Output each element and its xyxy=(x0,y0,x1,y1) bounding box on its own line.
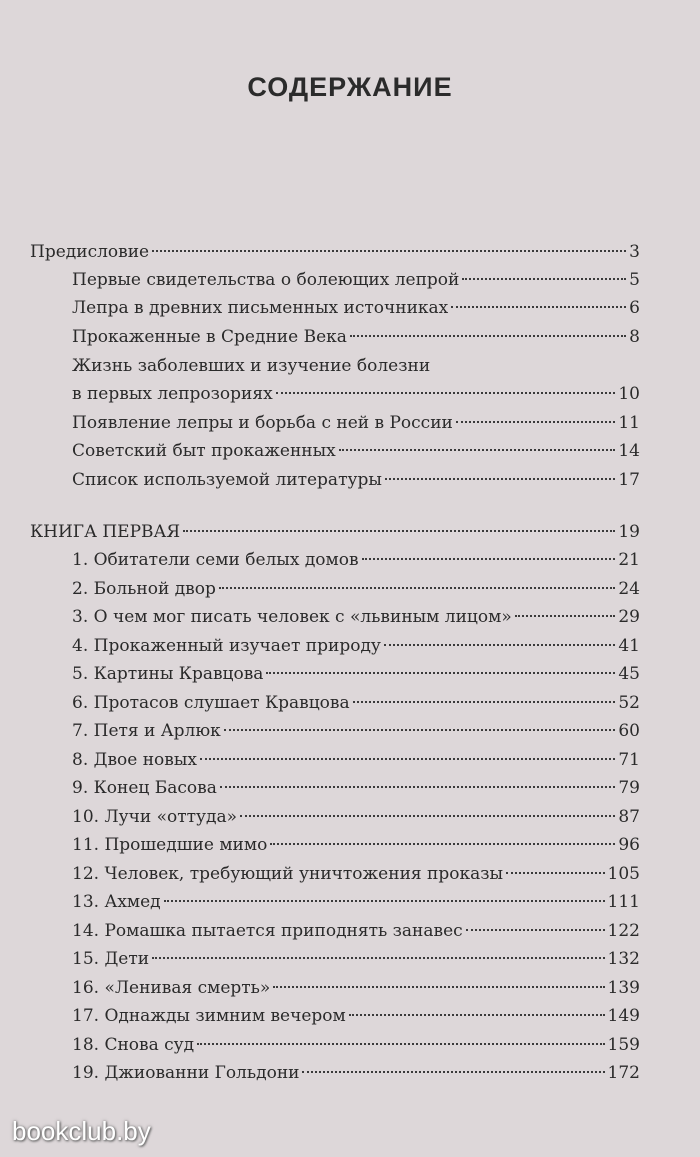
toc-entry xyxy=(30,1059,640,1087)
toc-entry xyxy=(30,945,640,973)
toc-entry xyxy=(30,888,640,916)
toc-entry xyxy=(30,803,640,831)
dot-leader xyxy=(200,758,615,760)
toc-entry-title: 1. Обитатели семи белых домов xyxy=(72,550,359,570)
toc-entry-title: Первые свидетельства о болеющих лепрой xyxy=(72,270,460,290)
toc-entry-title: 14. Ромашка пытается приподнять занавес xyxy=(72,921,463,941)
toc-page-number: 71 xyxy=(618,750,640,770)
toc-entry xyxy=(30,575,640,603)
toc-entry-title: в первых лепрозориях xyxy=(72,384,273,404)
toc-entry-title: Жизнь заболевших и изучение болезни xyxy=(72,356,431,376)
toc-entry-title: Прокаженные в Средние Века xyxy=(72,327,347,347)
toc-page-number: 172 xyxy=(607,1063,640,1083)
toc-entry-title: 9. Конец Басова xyxy=(72,778,217,798)
toc-entry xyxy=(30,437,640,465)
toc-entry-title: 13. Ахмед xyxy=(72,892,161,912)
toc-page-number: 132 xyxy=(607,949,640,969)
toc-entry xyxy=(30,689,640,717)
toc-entry-title: Предисловие xyxy=(30,242,150,262)
toc-entry xyxy=(30,632,640,660)
dot-leader xyxy=(219,587,615,589)
dot-leader xyxy=(266,672,615,674)
toc-entry-title: 17. Однажды зимним вечером xyxy=(72,1006,346,1026)
toc-page-number: 149 xyxy=(607,1006,640,1026)
dot-leader xyxy=(456,421,615,423)
toc-page-number: 21 xyxy=(618,550,640,570)
toc-page-number: 5 xyxy=(629,270,640,290)
toc-entry-title: Советский быт прокаженных xyxy=(72,441,336,461)
toc-page-number: 17 xyxy=(618,470,640,490)
dot-leader xyxy=(224,729,616,731)
toc-page-number: 45 xyxy=(618,664,640,684)
toc-page-number: 139 xyxy=(607,978,640,998)
dot-leader xyxy=(164,900,605,902)
toc-entry xyxy=(30,409,640,437)
toc-entry xyxy=(30,746,640,774)
dot-leader xyxy=(273,986,604,988)
toc-entry-title: 11. Прошедшие мимо xyxy=(72,835,268,855)
dot-leader xyxy=(220,786,616,788)
toc-entry-title: 16. «Ленивая смерть» xyxy=(72,978,271,998)
page-title: СОДЕРЖАНИЕ xyxy=(247,72,453,102)
toc-entry xyxy=(30,518,640,546)
dot-leader xyxy=(362,558,616,560)
toc-entry xyxy=(30,323,640,351)
toc-entry xyxy=(30,380,640,408)
toc-entry-title: Появление лепры и борьба с ней в России xyxy=(72,413,453,433)
toc-entry-title: 4. Прокаженный изучает природу xyxy=(72,636,381,656)
toc-page-number: 52 xyxy=(618,693,640,713)
toc-entry-title: 5. Картины Кравцова xyxy=(72,664,264,684)
toc-entry-title: 6. Протасов слушает Кравцова xyxy=(72,693,350,713)
dot-leader xyxy=(384,644,615,646)
dot-leader xyxy=(240,815,615,817)
toc-page-number: 24 xyxy=(618,579,640,599)
toc-entry-title: 12. Человек, требующий уничтожения проказы xyxy=(72,864,504,884)
toc-entry xyxy=(30,238,640,266)
dot-leader xyxy=(302,1071,604,1073)
toc-entry-title: КНИГА ПЕРВАЯ xyxy=(30,522,181,542)
toc-entry xyxy=(30,974,640,1002)
dot-leader xyxy=(349,1014,605,1016)
toc-page-number: 87 xyxy=(618,807,640,827)
toc-entry-title: Список используемой литературы xyxy=(72,470,382,490)
dot-leader xyxy=(385,478,615,480)
dot-leader xyxy=(152,250,626,252)
dot-leader xyxy=(515,615,616,617)
toc-page-number: 3 xyxy=(629,242,640,262)
dot-leader xyxy=(350,335,626,337)
toc-page-number: 60 xyxy=(618,721,640,741)
toc-page-number: 111 xyxy=(607,892,640,912)
dot-leader xyxy=(466,929,605,931)
toc-page-number: 29 xyxy=(618,607,640,627)
dot-leader xyxy=(339,449,616,451)
toc-page-number: 11 xyxy=(618,413,640,433)
toc-entry-title: 7. Петя и Арлюк xyxy=(72,721,221,741)
toc-entry-title: 15. Дети xyxy=(72,949,150,969)
dot-leader xyxy=(183,530,615,532)
toc-entry xyxy=(30,1002,640,1030)
toc-page-number: 79 xyxy=(618,778,640,798)
toc-entry xyxy=(30,352,640,380)
toc-page-number: 122 xyxy=(607,921,640,941)
toc-entry xyxy=(30,1031,640,1059)
toc-entry xyxy=(30,774,640,802)
toc-page-number: 159 xyxy=(607,1035,640,1055)
dot-leader xyxy=(462,278,626,280)
dot-leader xyxy=(276,392,616,394)
toc-entry xyxy=(30,603,640,631)
toc-page-number: 41 xyxy=(618,636,640,656)
dot-leader xyxy=(270,843,615,845)
toc-entry-title: 18. Снова суд xyxy=(72,1035,195,1055)
toc-entry-title: 2. Больной двор xyxy=(72,579,216,599)
toc-page-number: 105 xyxy=(607,864,640,884)
toc-page-number: 8 xyxy=(629,327,640,347)
toc-page-number: 6 xyxy=(629,298,640,318)
toc-entry-title: 19. Джиованни Гольдони xyxy=(72,1063,300,1083)
dot-leader xyxy=(152,957,604,959)
toc-entry xyxy=(30,860,640,888)
toc-entry-title: 10. Лучи «оттуда» xyxy=(72,807,238,827)
toc-entry xyxy=(30,717,640,745)
dot-leader xyxy=(353,701,616,703)
toc-entry-title: 8. Двое новых xyxy=(72,750,197,770)
toc-entry xyxy=(30,266,640,294)
toc-entry-title: Лепра в древних письменных источниках xyxy=(72,298,449,318)
toc-entry xyxy=(30,466,640,494)
toc-entry-title: 3. О чем мог писать человек с «львиным лицом» xyxy=(72,607,512,627)
toc-entry xyxy=(30,660,640,688)
toc-entry xyxy=(30,917,640,945)
toc-page-number: 14 xyxy=(618,441,640,461)
toc-entry xyxy=(30,831,640,859)
dot-leader xyxy=(197,1043,604,1045)
watermark-logo: bookclub.by xyxy=(12,1116,151,1146)
dot-leader xyxy=(506,872,605,874)
toc-entry xyxy=(30,294,640,322)
toc-page-number: 19 xyxy=(618,522,640,542)
toc-entry xyxy=(30,546,640,574)
dot-leader xyxy=(451,306,626,308)
toc-page-number: 10 xyxy=(618,384,640,404)
toc-page-number: 96 xyxy=(618,835,640,855)
